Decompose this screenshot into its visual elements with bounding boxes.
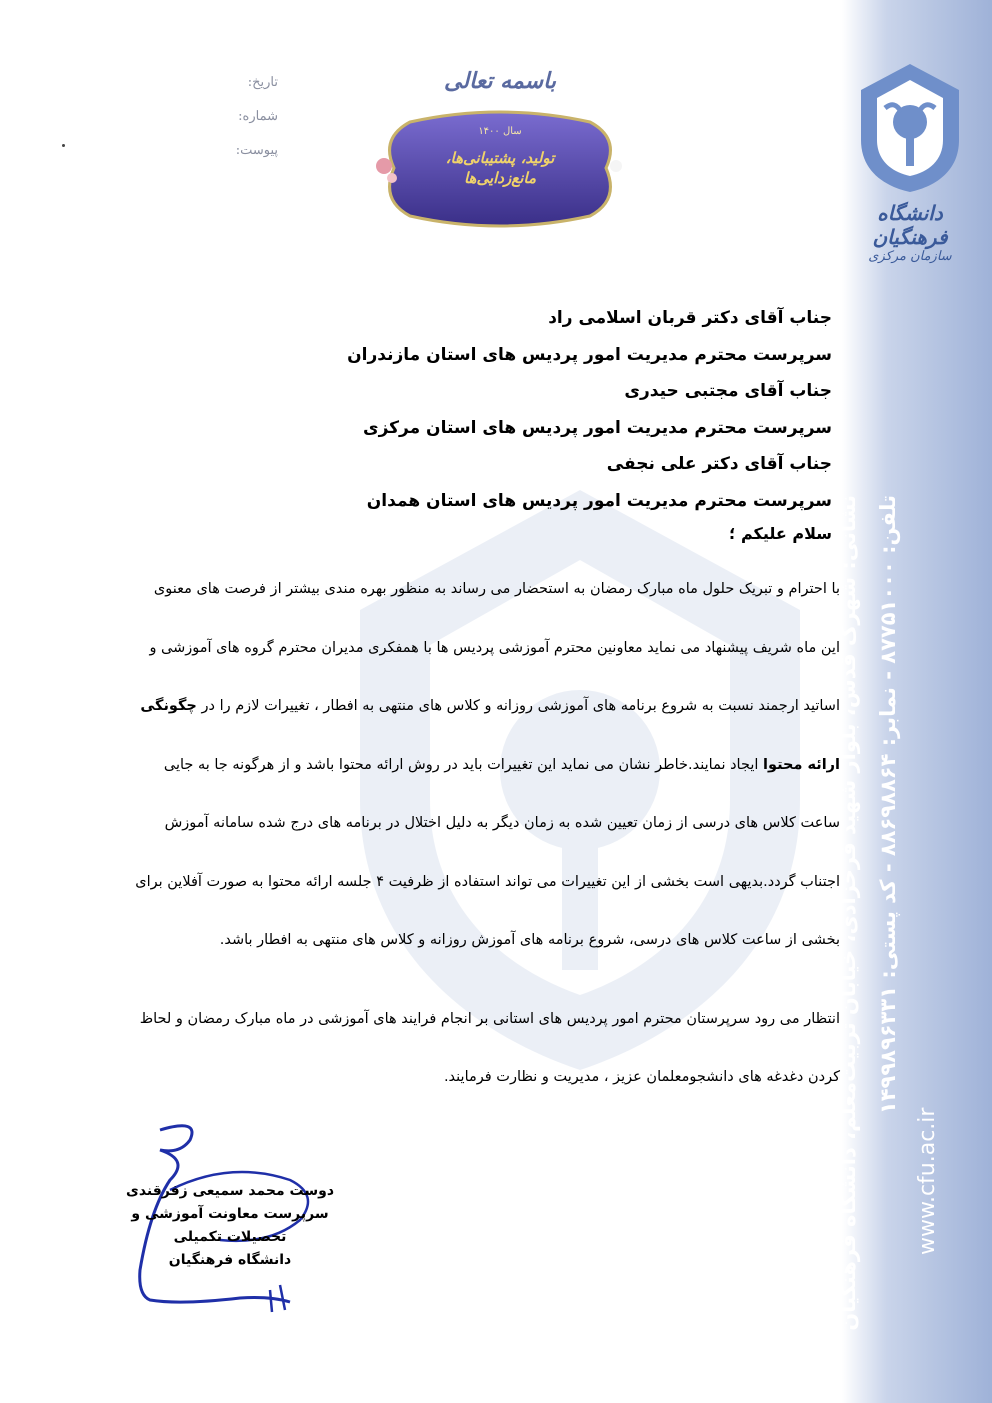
body-emphasis: ارائه محتوا <box>763 756 840 773</box>
organization-name: دانشگاه فرهنگیان <box>872 201 948 249</box>
closing-line: انتظار می رود سرپرستان محترم امور پردیس های استانی بر انجام فرایند های آموزشی در ماه مبارک رمضان و لحاظ <box>139 1011 840 1027</box>
banner-year: سال ۱۴۰۰ <box>478 126 522 137</box>
body-emphasis: چگونگی <box>140 698 197 714</box>
body-line <box>110 736 840 795</box>
date-label: تاریخ: <box>247 75 278 90</box>
body-line: این ماه شریف پیشنهاد می نماید معاونین محترم آموزشی پردیس ها با همفکری مدیران محترم گروه های آموزشی و <box>149 639 840 656</box>
attachment-label: پیوست: <box>235 143 278 158</box>
university-emblem-icon <box>855 60 965 195</box>
banner-slogan: تولید، پشتیبانی‌ها، مانع‌زدایی‌ها <box>445 149 555 187</box>
signer-block <box>120 1180 340 1272</box>
letter-closing <box>100 990 840 1106</box>
body-line: بخشی از ساعت کلاس های درسی، شروع برنامه های آموزش روزانه و کلاس های منتهی به افطار باشد. <box>219 932 840 948</box>
greeting: سلام علیکم ؛ <box>729 524 832 543</box>
recipient-line: سرپرست محترم مدیریت امور پردیس های استان مرکزی <box>363 417 832 438</box>
body-line: اجتناب گردد.بدیهی است بخشی از این تغییرات می تواند استفاده از ظرفیت ۴ جلسه ارائه محتوا به صورت آفلاین برای <box>135 873 840 890</box>
signer-name: دوست محمد سمیعی زفرقندی <box>126 1183 334 1199</box>
body-line <box>110 677 840 736</box>
organization-unit: سازمان مرکزی <box>868 249 952 264</box>
body-line: ساعت کلاس های درسی از زمان تعیین شده به زمان دیگر به دلیل اختلال در برنامه های درج شده سامانه آموزش <box>164 815 840 831</box>
number-label: شماره: <box>238 109 278 124</box>
body-text: اساتید ارجمند نسبت به شروع برنامه های آموزشی روزانه و کلاس های منتهی به افطار ، تغییرات لازم را در <box>196 698 840 714</box>
recipient-line: جناب آقای دکتر علی نجفی <box>606 454 832 474</box>
letterhead-address: نشانی: شهرک قدس، بلوار شهید فرحزادی، خیابان تربیت‌معلم، دانشگاه فرهنگیان <box>836 495 860 1331</box>
letter-body <box>110 560 840 970</box>
letterhead-website: www.cfu.ac.ir <box>915 1107 940 1255</box>
body-text: ایجاد نمایند.خاطر نشان می نماید این تغییرات باید در روش ارائه محتوا باشد و از هرگونه جا به جایی <box>163 756 764 773</box>
year-slogan-banner <box>370 108 630 230</box>
recipient-line: سرپرست محترم مدیریت امور پردیس های استان همدان <box>366 490 832 511</box>
university-logo <box>840 60 980 264</box>
letter-meta-fields <box>200 66 278 168</box>
recipient-line: جناب آقای مجتبی حیدری <box>624 381 832 401</box>
closing-line: کردن دغدغه های دانشجومعلمان عزیز ، مدیریت و نظارت فرمایند. <box>443 1069 840 1085</box>
recipients-block <box>300 300 832 519</box>
body-line: با احترام و تبریک حلول ماه مبارک رمضان به استحضار می رساند به منظور بهره مندی بیشتر از فرصت های معنوی <box>153 581 840 597</box>
scan-speck <box>62 144 65 147</box>
letterhead-contact <box>828 495 978 1331</box>
recipient-line: جناب آقای دکتر قربان اسلامی راد <box>548 308 832 328</box>
basmala: باسمه تعالی <box>444 68 556 94</box>
letterhead-phone: تلفن: ۸۷۷۵۱۰۰۰ - نمابر: ۸۸۶۹۸۸۶۴ - کد پستی: ۱۴۹۹۸۹۶۳۳۱ <box>876 495 900 1115</box>
signer-organization: دانشگاه فرهنگیان <box>168 1252 292 1268</box>
signer-title: سرپرست معاونت آموزشی و تحصیلات تکمیلی <box>131 1206 329 1245</box>
recipient-line: سرپرست محترم مدیریت امور پردیس های استان مازندران <box>347 344 832 365</box>
